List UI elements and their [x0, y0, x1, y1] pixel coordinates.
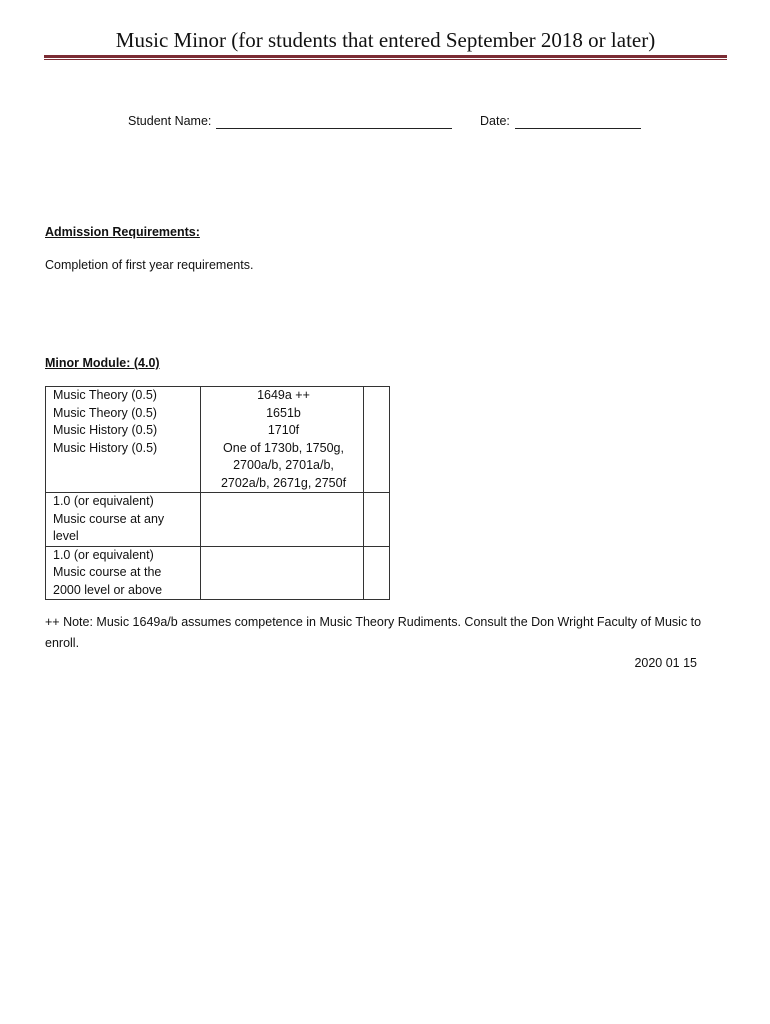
course-code: 1710f	[267, 423, 300, 437]
course-name: Music Theory (0.5)	[53, 388, 157, 402]
course-code: One of 1730b, 1750g,	[223, 440, 344, 455]
page-title: Music Minor (for students that entered September 2018 or later)	[115, 28, 656, 52]
course-name: Music course at any	[53, 511, 165, 526]
title-divider-thin	[44, 59, 727, 60]
module-heading: Minor Module: (4.0)	[45, 356, 160, 370]
course-name: Music course at the	[53, 565, 162, 579]
course-code: 1649a ++	[257, 388, 310, 402]
course-code: 2700a/b, 2701a/b,	[233, 458, 334, 472]
course-code-cell[interactable]	[201, 546, 364, 600]
course-name: 1.0 (or equivalent)	[53, 494, 154, 508]
course-name: Music Theory (0.5)	[53, 405, 157, 420]
date-field[interactable]	[515, 115, 641, 129]
course-code: 2702a/b, 2671g, 2750f	[220, 475, 347, 490]
date-label: Date:	[480, 114, 510, 128]
table-row	[46, 493, 390, 547]
date-row	[480, 113, 641, 129]
student-name-row	[128, 113, 452, 129]
footnote: ++ Note: Music 1649a/b assumes competence in Music Theory Rudiments. Consult the Don Wright Faculty of Music to enroll.	[45, 615, 702, 650]
student-name-label: Student Name:	[128, 114, 212, 128]
course-code-cell[interactable]	[201, 493, 364, 547]
course-code-cell	[201, 387, 364, 493]
course-name: Music History (0.5)	[53, 423, 158, 437]
title-divider	[44, 55, 727, 58]
check-cell[interactable]	[364, 546, 390, 600]
module-table	[45, 386, 390, 600]
check-cell[interactable]	[364, 493, 390, 547]
course-cell	[46, 387, 201, 493]
course-cell	[46, 493, 201, 547]
course-name: 1.0 (or equivalent)	[53, 547, 154, 562]
admission-heading: Admission Requirements:	[45, 225, 200, 239]
revision-date: 2020 01 15	[634, 656, 697, 670]
table-row	[46, 546, 390, 600]
course-code: 1651b	[266, 405, 301, 420]
admission-text: Completion of first year requirements.	[45, 258, 254, 272]
course-name: Music History (0.5)	[53, 440, 158, 455]
course-cell	[46, 546, 201, 600]
course-name: 2000 level or above	[53, 582, 163, 597]
check-cell[interactable]	[364, 387, 390, 493]
student-name-field[interactable]	[216, 115, 452, 129]
table-row	[46, 387, 390, 493]
course-name: level	[53, 529, 79, 543]
